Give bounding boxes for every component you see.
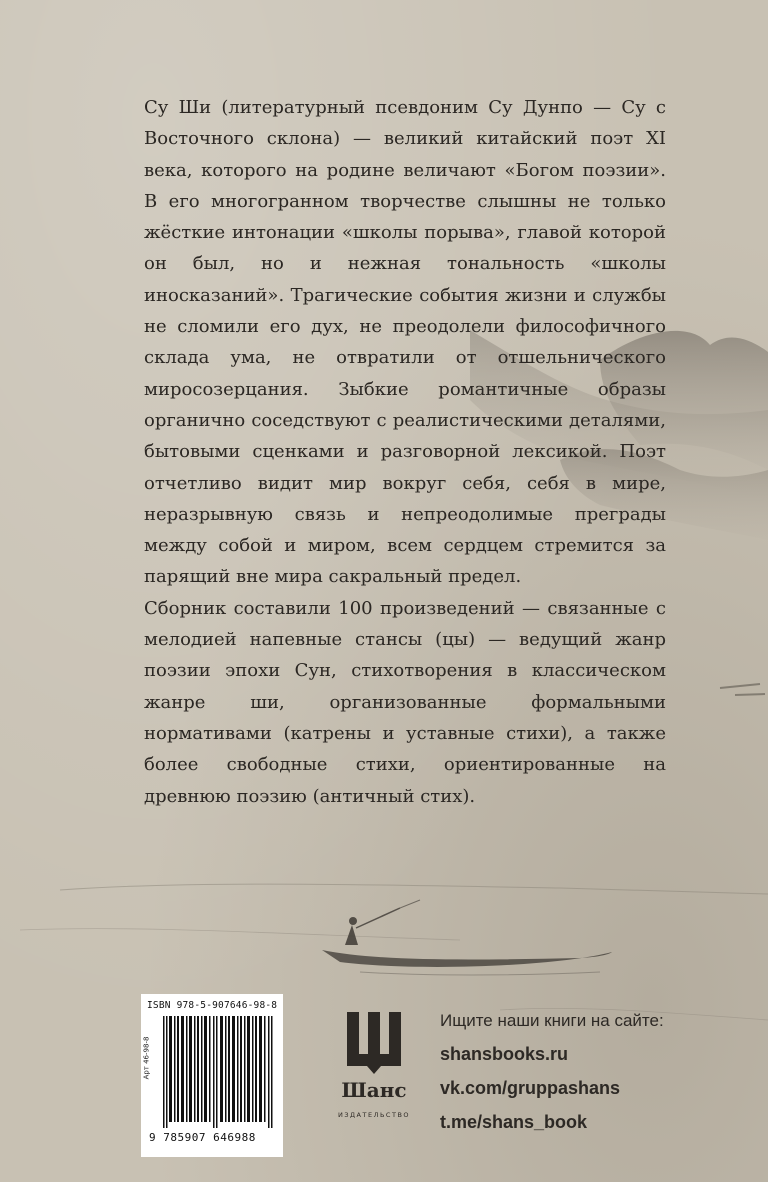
isbn-label: ISBN 978-5-907646-98-8: [147, 1000, 278, 1011]
links-title: Ищите наши книги на сайте:: [440, 1011, 664, 1030]
publisher-name: Шанс: [341, 1078, 407, 1102]
publisher-logo-icon: [331, 1008, 417, 1074]
barcode-panel: [141, 994, 283, 1157]
annotation-text: [144, 92, 666, 812]
link-website[interactable]: shansbooks.ru: [440, 1044, 569, 1064]
link-telegram[interactable]: t.me/shans_book: [440, 1112, 588, 1132]
publisher-logo: [331, 1008, 417, 1138]
link-vk[interactable]: vk.com/gruppashans: [440, 1078, 621, 1098]
article-code: Арт 46-98-8: [142, 1036, 151, 1080]
publisher-subtitle: ИЗДАТЕЛЬСТВО: [337, 1111, 411, 1119]
annotation-paragraph-1: Су Ши (литературный псевдоним Су Дунпо — Су с Восточного склона) — великий китайский поэт XI века, которого на родине величают «Богом поэзии». В его многогранном творчестве слышны не только жёсткие интонации «школы порыва», главой которой он был, но и нежная тональность «школы иносказаний». Трагические события жизни и службы не сломили его дух, не преодолели философичного склада ума, не отвратили от отшельнического миросозерцания. Зыбкие романтичные образы органично соседствуют с реалистическими деталями, бытовыми сценками и разговорной лексикой. Поэт отчетливо видит мир вокруг себя, себя в мире, неразрывную связь и непреодолимые преграды между собой и миром, всем сердцем стремится за парящий вне мира сакральный предел.: [144, 97, 666, 588]
links-block: [440, 1010, 664, 1145]
annotation-paragraph-2: Сборник составили 100 произведений — связанные с мелодией напевные стансы (цы) — ведущий жанр поэзии эпохи Сун, стихотворения в классическом жанре ши, организованные формальными нормативами (катрены и уставные стихи), а также более свободные стихи, ориентированные на древнюю поэзию (античный стих).: [144, 597, 666, 807]
barcode-icon: [163, 1016, 273, 1128]
boat-fisherman-art: [322, 900, 612, 975]
ean-digits: 9 785907 646988: [149, 1131, 256, 1144]
